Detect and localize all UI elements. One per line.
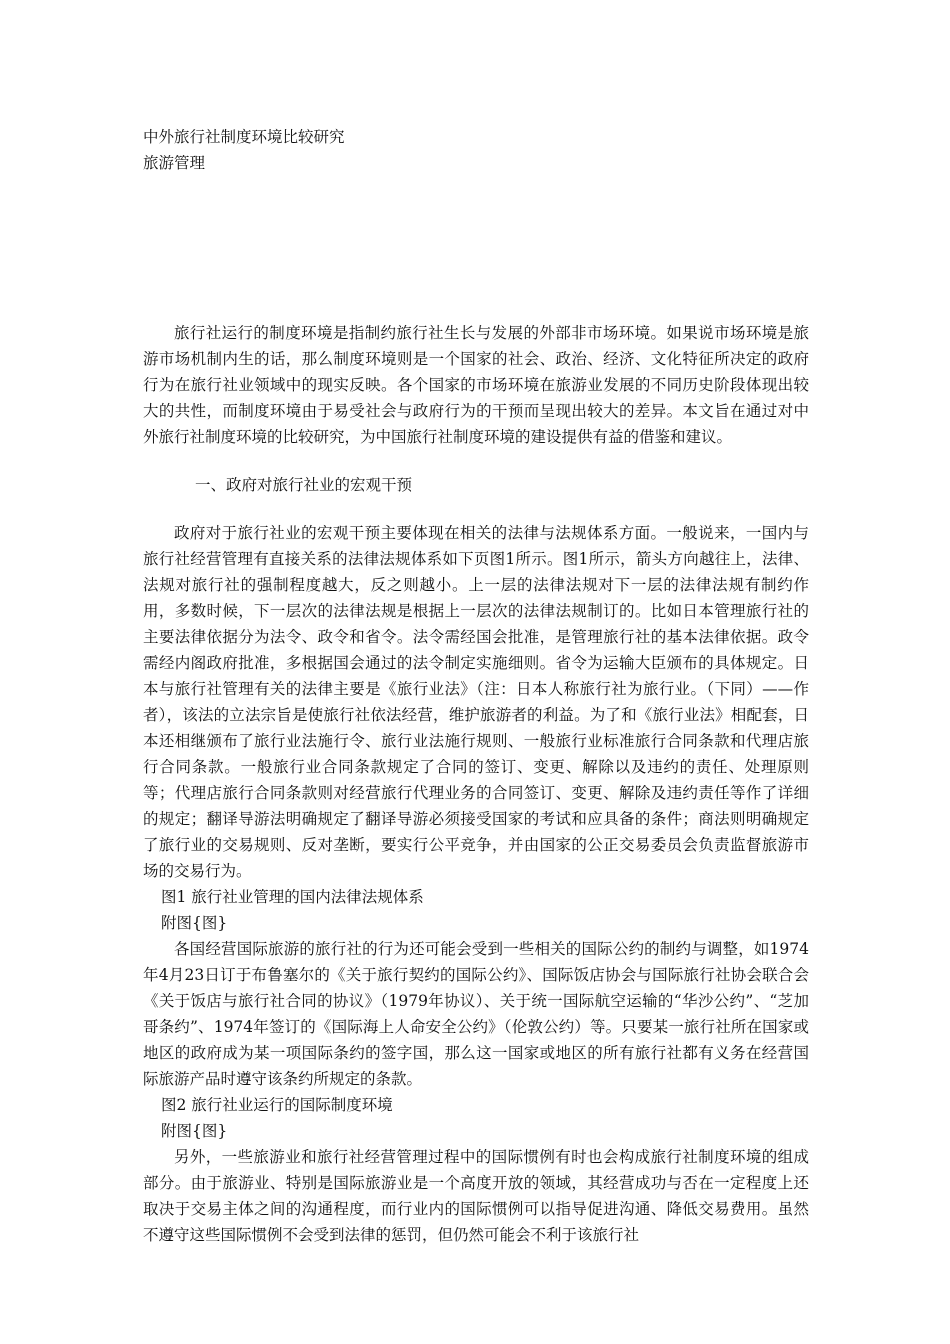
paragraph-international-conventions: 各国经营国际旅游的旅行社的行为还可能会受到一些相关的国际公约的制约与调整，如1974年4月23日订于布鲁塞尔的《关于旅行契约的国际公约》、国际饭店协会与国际旅行社协会联合会《关于饭店与旅行社合同的协议》（1979年协议）、关于统一国际航空运输的“华沙公约”、“芝加哥条约”、1974年签订的《国际海上人命安全公约》（伦敦公约）等。只要某一旅行社所在国家或地区的政府成为某一项国际条约的签字国，那么这一国家或地区的所有旅行社都有义务在经营国际旅游产品时遵守该条约所规定的条款。 [143,940,809,1088]
figure-1-caption: 图1 旅行社业管理的国内法律法规体系 [161,888,424,906]
header-spacer [143,176,809,320]
document-title: 中外旅行社制度环境比较研究 [143,128,345,146]
document-content [143,124,809,1248]
figure-1-placeholder: 附图{图} [161,914,228,932]
document-header [143,124,809,176]
figure-2-caption: 图2 旅行社业运行的国际制度环境 [161,1096,393,1114]
figure-2-placeholder: 附图{图} [161,1122,228,1140]
intro-paragraph: 旅行社运行的制度环境是指制约旅行社生长与发展的外部非市场环境。如果说市场环境是旅游市场机制内生的话，那么制度环境则是一个国家的社会、政治、经济、文化特征所决定的政府行为在旅行社业领域中的现实反映。各个国家的市场环境在旅游业发展的不同历史阶段体现出较大的共性，而制度环境由于易受社会与政府行为的干预而呈现出较大的差异。本文旨在通过对中外旅行社制度环境的比较研究，为中国旅行社制度环境的建设提供有益的借鉴和建议。 [143,324,809,446]
paragraph-legal-system: 政府对于旅行社业的宏观干预主要体现在相关的法律与法规体系方面。一般说来，一国内与旅行社经营管理有直接关系的法律法规体系如下页图1所示。图1所示，箭头方向越往上，法律、法规对旅行社的强制程度越大，反之则越小。上一层的法律法规对下一层的法律法规有制约作用，多数时候，下一层次的法律法规是根据上一层次的法律法规制订的。比如日本管理旅行社的主要法律依据分为法令、政令和省令。法令需经国会批准，是管理旅行社的基本法律依据。政令需经内阁政府批准，多根据国会通过的法令制定实施细则。省令为运输大臣颁布的具体规定。日本与旅行社管理有关的法律主要是《旅行业法》（注：日本人称旅行社为旅行业。（下同）——作者），该法的立法宗旨是使旅行社依法经营，维护旅游者的利益。为了和《旅行业法》相配套，日本还相继颁布了旅行业法施行令、旅行业法施行规则、一般旅行业标准旅行合同条款和代理店旅行合同条款。一般旅行业合同条款规定了合同的签订、变更、解除以及违约的责任、处理原则等；代理店旅行合同条款则对经营旅行代理业务的合同签订、变更、解除及违约责任等作了详细的规定；翻译导游法明确规定了翻译导游必须接受国家的考试和应具备的条件；商法则明确规定了旅行业的交易规则、反对垄断，要实行公平竞争，并由国家的公正交易委员会负责监督旅游市场的交易行为。 [143,524,809,880]
document-category: 旅游管理 [143,154,206,172]
section-heading-1: 一、政府对旅行社业的宏观干预 [195,476,413,494]
paragraph-international-practices: 另外，一些旅游业和旅行社经营管理过程中的国际惯例有时也会构成旅行社制度环境的组成部分。由于旅游业、特别是国际旅游业是一个高度开放的领域，其经营成功与否在一定程度上还取决于交易主体之间的沟通程度，而行业内的国际惯例可以指导促进沟通、降低交易费用。虽然不遵守这些国际惯例不会受到法律的惩罚，但仍然可能会不利于该旅行社 [143,1148,809,1244]
